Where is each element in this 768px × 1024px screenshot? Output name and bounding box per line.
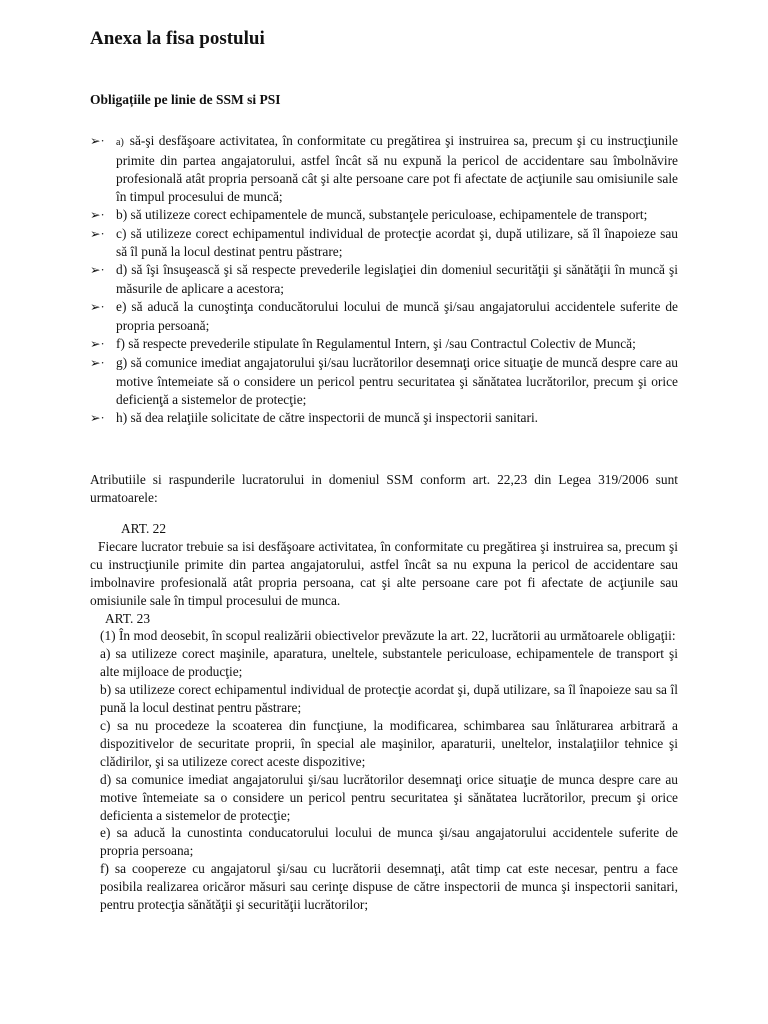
item-text: să-şi desfăşoare activitatea, în conformitate cu pregătirea şi instruirea sa, precum şi cu instrucţiunile primite din partea angajatorului, astfel încât să nu expună la pericol de accidentare sau îmbolnăvire profesională atât propria persoană cât şi alte persoane care pot fi afectate de acţiunile sau omisiunile sale în timpul procesului de muncă;: [116, 133, 678, 204]
item-letter: c): [116, 225, 127, 241]
articles-section: [90, 520, 678, 914]
item-letter: d): [116, 262, 128, 278]
arrowhead-bullet-icon: ➢·: [90, 263, 105, 278]
list-item: a) sa utilizeze corect maşinile, aparatura, uneltele, substantele periculoase, echipamentele de transport şi alte mijloace de producţie;: [100, 646, 678, 680]
art23-intro: (1) În mod deosebit, în scopul realizării obiectivelor prevăzute la art. 22, lucrătorii au următoarele obligaţii:: [100, 628, 676, 644]
list-item: f) sa coopereze cu angajatorul şi/sau cu lucrătorii desemnaţi, atât timp cat este necesar, pentru a face posibila realizarea oricăror măsuri sau cerinţe dispuse de către inspectorii de munca şi inspectorii sanitari, pentru protecţia sănătăţii şi securităţii lucrătorilor;: [100, 861, 678, 913]
item-letter: a): [116, 137, 124, 148]
item-letter: h): [116, 409, 128, 425]
item-letter: e): [116, 299, 127, 315]
list-item: e) sa aducă la cunostinta conducatorului locului de munca şi/sau angajatorului accidentele suferite de propria persoana;: [100, 825, 678, 859]
list-item: [90, 206, 678, 225]
item-text: să comunice imediat angajatorului şi/sau lucrătorilor desemnaţi orice situaţie de muncă despre care au motive întemeiate să o considere un pericol pentru securitatea şi sănătatea lucrătorilor, precum şi orice deficienţă a sistemelor de protecţie;: [116, 354, 678, 407]
item-text: să dea relaţiile solicitate de către inspectorii de muncă şi inspectorii sanitari.: [130, 409, 539, 425]
document-title: Anexa la fisa postului: [90, 28, 265, 49]
art23-heading: ART. 23: [105, 610, 151, 626]
list-item: [90, 132, 678, 206]
arrowhead-bullet-icon: ➢·: [90, 134, 105, 148]
list-item: [90, 261, 678, 298]
list-item: [90, 354, 678, 409]
list-item: c) sa nu procedeze la scoaterea din funcţiune, la modificarea, schimbarea sau înlăturarea arbitrară a dispozitivelor de securitate proprii, în special ale maşinilor, aparaturii, uneltelor, instalaţiilor tehnice şi clădirilor, şi sa utilizeze corect aceste dispozitive;: [100, 717, 678, 769]
section-subtitle: Obligațiile pe linie de SSM si PSI: [90, 92, 281, 107]
art22-paragraph: Fiecare lucrator trebuie sa isi desfăşoare activitatea, în conformitate cu pregătirea şi instruirea sa, precum şi cu instrucţiunile primite din partea angajatorului, astfel încât sa nu expuna la pericol de accidentare sau imbolnavire profesională atât propria persoana, cat şi alte persoane care pot fi afectate de acţiunile sau omisiunile sale în timpul procesului de munca.: [90, 538, 678, 608]
list-item: d) sa comunice imediat angajatorului şi/sau lucrătorilor desemnaţi orice situaţie de munca despre care au motive întemeiate sa o considere un pericol pentru securitatea şi sănătatea lucrătorilor, precum şi orice deficienta a sistemelor de protecţie;: [100, 771, 678, 823]
list-item: [90, 335, 678, 354]
arrowhead-bullet-icon: ➢·: [90, 226, 105, 241]
arrowhead-bullet-icon: ➢·: [90, 355, 105, 370]
arrowhead-bullet-icon: ➢·: [90, 300, 105, 315]
item-letter: f): [116, 335, 125, 351]
arrowhead-bullet-icon: ➢·: [90, 410, 105, 425]
item-text: să utilizeze corect echipamentul individual de protecţie acordat şi, după utilizare, să îl înapoieze sau să îl pună la locul destinat pentru păstrare;: [116, 225, 678, 260]
obligations-list: [90, 132, 678, 428]
item-text: să îşi însuşească şi să respecte prevederile legislaţiei din domeniul securităţii şi sănătăţii în muncă şi măsurile de aplicare a acestora;: [116, 262, 678, 297]
item-text: să respecte prevederile stipulate în Regulamentul Intern, şi /sau Contractul Colectiv de Muncă;: [128, 335, 636, 351]
list-item: b) sa utilizeze corect echipamentul individual de protecţie acordat şi, după utilizare, sa îl înapoieze sau sa îl pună la locul destinat pentru păstrare;: [100, 682, 678, 716]
arrowhead-bullet-icon: ➢·: [90, 336, 105, 351]
arrowhead-bullet-icon: ➢·: [90, 207, 105, 222]
item-letter: b): [116, 206, 128, 222]
intro-paragraph: Atributiile si raspunderile lucratorului in domeniul SSM conform art. 22,23 din Legea 319/2006 sunt urmatoarele:: [90, 472, 678, 505]
list-item: [90, 409, 678, 428]
list-item: [90, 225, 678, 262]
item-letter: g): [116, 354, 128, 370]
item-text: să utilizeze corect echipamentele de muncă, substanţele periculoase, echipamentele de transport;: [130, 206, 648, 222]
art22-heading: ART. 22: [121, 521, 167, 536]
list-item: [90, 298, 678, 335]
item-text: să aducă la cunoştinţa conducătorului locului de muncă şi/sau angajatorului accidentele suferite de propria persoană;: [116, 299, 678, 334]
